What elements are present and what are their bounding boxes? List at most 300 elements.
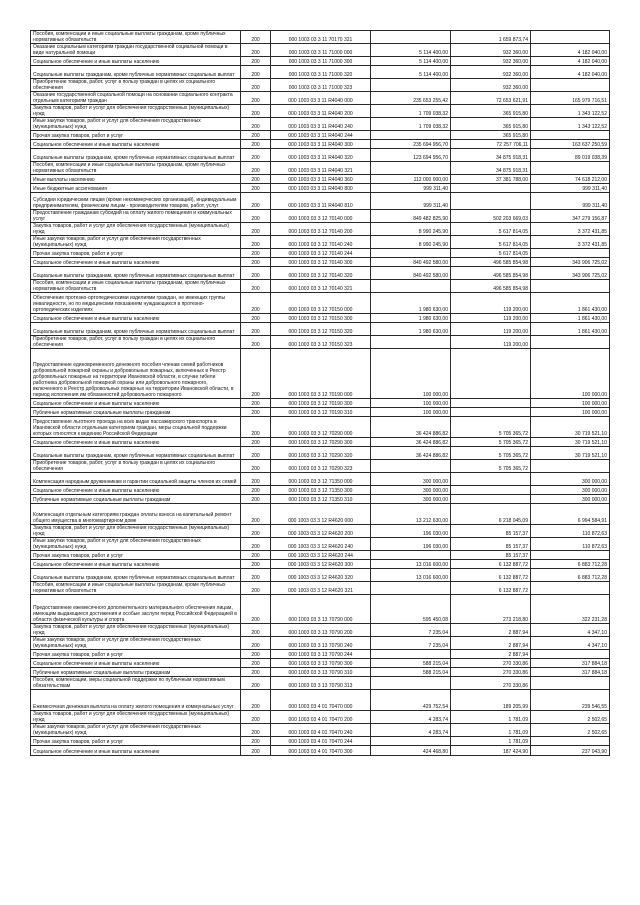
row-line-code: 200 xyxy=(241,447,271,460)
row-approved xyxy=(371,249,451,258)
row-line-code: 200 xyxy=(241,31,271,44)
row-executed: 2 887,94 xyxy=(451,624,531,637)
row-approved: 123 694 956,70 xyxy=(371,149,451,162)
row-remaining: 110 872,63 xyxy=(531,525,610,538)
row-remaining: 2 502,65 xyxy=(531,711,610,724)
row-line-code: 200 xyxy=(241,92,271,105)
table-row xyxy=(31,92,610,105)
row-approved: 8 990 245,90 xyxy=(371,236,451,249)
row-approved: 100 000,00 xyxy=(371,399,451,408)
row-description: Социальное обеспечение и иные выплаты населению xyxy=(31,314,241,323)
row-budget-code: 000 1003 03 3 12 70290 323 xyxy=(271,460,371,473)
row-budget-code: 000 1003 03 4 01 70470 244 xyxy=(271,737,371,746)
row-approved: 36 424 886,82 xyxy=(371,438,451,447)
row-description: Ежемесячная денежная выплата на оплату жилого помещения и коммунальных услуг xyxy=(31,690,241,711)
row-description: Пособия, компенсации и иные социальные выплаты гражданам, кроме публичных нормативных обязательств xyxy=(31,31,241,44)
row-executed xyxy=(451,486,531,495)
table-row xyxy=(31,486,610,495)
row-executed: 119 200,00 xyxy=(451,314,531,323)
row-description: Социальные выплаты гражданам, кроме публичных нормативных социальных выплат xyxy=(31,267,241,280)
row-description: Предоставление единовременного денежного пособия членам семей работников добровольной пожарной охраны и добровольных пожарных, включенных в Реестр добровольных пожарных на территории Ивановской области, в случае гибели работника добровольной пожарной охраны или добровольного пожарного, включенного в Реестр добровольных пожарных на территории Ивановской области, в период исполнения им обязанностей добровольного пожарного xyxy=(31,349,241,399)
row-remaining xyxy=(531,79,610,92)
row-line-code: 200 xyxy=(241,66,271,79)
row-description: Публичные нормативные социальные выплаты гражданам xyxy=(31,408,241,417)
row-executed: 72 653 621,91 xyxy=(451,92,531,105)
row-executed: 496 585 854,98 xyxy=(451,267,531,280)
row-description: Социальное обеспечение и иные выплаты населению xyxy=(31,746,241,756)
row-approved: 100 000,00 xyxy=(371,349,451,399)
row-remaining xyxy=(531,162,610,175)
row-line-code: 200 xyxy=(241,236,271,249)
table-row xyxy=(31,560,610,569)
row-executed: 1 659 873,74 xyxy=(451,31,531,44)
table-row xyxy=(31,314,610,323)
row-line-code: 200 xyxy=(241,184,271,193)
row-description: Социальные выплаты гражданам, кроме публичных нормативных социальных выплат xyxy=(31,149,241,162)
row-line-code: 200 xyxy=(241,650,271,659)
table-row xyxy=(31,595,610,624)
row-budget-code: 000 1003 03 3 11 R4040 320 xyxy=(271,149,371,162)
row-description: Иные закупки товаров, работ и услуг для обеспечения государственных (муниципальных) нужд xyxy=(31,236,241,249)
row-budget-code: 000 1003 03 3 12 71350 300 xyxy=(271,486,371,495)
row-executed: 5 705 365,72 xyxy=(451,460,531,473)
row-approved: 849 482 825,90 xyxy=(371,210,451,223)
row-budget-code: 000 1003 03 3 12 70150 320 xyxy=(271,323,371,336)
row-remaining: 1 343 122,52 xyxy=(531,118,610,131)
row-line-code: 200 xyxy=(241,131,271,140)
table-row xyxy=(31,551,610,560)
row-approved xyxy=(371,551,451,560)
row-line-code: 200 xyxy=(241,314,271,323)
row-approved: 1 980 630,00 xyxy=(371,323,451,336)
row-remaining xyxy=(531,677,610,690)
table-row xyxy=(31,624,610,637)
row-budget-code: 000 1003 03 3 12 70190 300 xyxy=(271,399,371,408)
row-budget-code: 000 1003 03 3 12 70140 240 xyxy=(271,236,371,249)
row-line-code: 200 xyxy=(241,624,271,637)
row-approved: 196 030,00 xyxy=(371,538,451,551)
row-description: Иные закупки товаров, работ и услуг для обеспечения государственных (муниципальных) нужд xyxy=(31,538,241,551)
row-executed: 1 781,09 xyxy=(451,711,531,724)
row-approved xyxy=(371,280,451,293)
table-row xyxy=(31,408,610,417)
row-description: Социальные выплаты гражданам, кроме публичных нормативных социальных выплат xyxy=(31,447,241,460)
row-line-code: 200 xyxy=(241,105,271,118)
row-description: Социальное обеспечение и иные выплаты населению xyxy=(31,486,241,495)
row-description: Социальное обеспечение и иные выплаты населению xyxy=(31,140,241,149)
row-executed: 5 617 814,05 xyxy=(451,249,531,258)
row-executed xyxy=(451,408,531,417)
row-remaining xyxy=(531,249,610,258)
row-remaining: 100 000,00 xyxy=(531,399,610,408)
row-budget-code: 000 1003 03 3 12 70190 310 xyxy=(271,408,371,417)
row-executed: 270 330,86 xyxy=(451,659,531,668)
row-approved xyxy=(371,460,451,473)
row-remaining: 317 884,18 xyxy=(531,659,610,668)
row-budget-code: 000 1003 03 3 13 70790 244 xyxy=(271,650,371,659)
row-executed: 5 705 365,72 xyxy=(451,447,531,460)
row-executed: 1 781,09 xyxy=(451,737,531,746)
row-line-code: 200 xyxy=(241,417,271,438)
row-budget-code: 000 1003 03 3 12 R4620 244 xyxy=(271,551,371,560)
table-row xyxy=(31,140,610,149)
row-remaining: 999 311,40 xyxy=(531,184,610,193)
row-budget-code: 000 1003 03 3 11 R4040 000 xyxy=(271,92,371,105)
row-budget-code: 000 1003 03 3 12 70150 000 xyxy=(271,293,371,314)
row-approved: 8 990 245,90 xyxy=(371,223,451,236)
row-line-code: 200 xyxy=(241,399,271,408)
row-description: Оказание государственной социальной помощи на основании социального контракта отдельным категориям граждан xyxy=(31,92,241,105)
row-remaining: 4 347,10 xyxy=(531,637,610,650)
row-executed: 496 585 854,98 xyxy=(451,258,531,267)
row-approved xyxy=(371,582,451,595)
row-remaining: 317 884,18 xyxy=(531,668,610,677)
row-remaining: 6 994 584,91 xyxy=(531,504,610,525)
row-remaining: 110 872,63 xyxy=(531,538,610,551)
row-approved: 13 016 600,00 xyxy=(371,560,451,569)
row-budget-code: 000 1003 03 3 12 70140 200 xyxy=(271,223,371,236)
row-remaining: 4 182 040,00 xyxy=(531,66,610,79)
row-remaining: 1 861 430,00 xyxy=(531,323,610,336)
row-approved: 595 450,08 xyxy=(371,595,451,624)
table-row xyxy=(31,31,610,44)
row-remaining: 3 372 431,85 xyxy=(531,223,610,236)
row-budget-code: 000 1003 03 4 01 70470 200 xyxy=(271,711,371,724)
row-approved: 4 283,74 xyxy=(371,711,451,724)
row-approved: 840 492 580,00 xyxy=(371,267,451,280)
row-budget-code: 000 1003 03 3 13 70790 240 xyxy=(271,637,371,650)
row-line-code: 200 xyxy=(241,711,271,724)
row-description: Закупка товаров, работ и услуг для обеспечения государственных (муниципальных) нужд xyxy=(31,223,241,236)
row-budget-code: 000 1003 03 3 12 70150 323 xyxy=(271,336,371,349)
row-approved: 235 694 956,70 xyxy=(371,140,451,149)
row-executed: 119 200,00 xyxy=(451,323,531,336)
row-executed: 502 203 669,03 xyxy=(451,210,531,223)
row-budget-code: 000 1003 03 3 13 70790 310 xyxy=(271,668,371,677)
row-line-code: 200 xyxy=(241,193,271,210)
row-executed: 1 781,09 xyxy=(451,724,531,737)
row-line-code: 200 xyxy=(241,438,271,447)
row-line-code: 200 xyxy=(241,525,271,538)
row-description: Социальное обеспечение и иные выплаты населению xyxy=(31,258,241,267)
row-executed: 187 424,90 xyxy=(451,746,531,756)
row-line-code: 200 xyxy=(241,659,271,668)
row-budget-code: 000 1003 03 3 11 R4040 200 xyxy=(271,105,371,118)
row-approved xyxy=(371,650,451,659)
row-approved: 1 980 630,00 xyxy=(371,314,451,323)
row-remaining: 89 019 038,39 xyxy=(531,149,610,162)
row-executed: 6 218 045,09 xyxy=(451,504,531,525)
row-executed: 932 360,00 xyxy=(451,57,531,66)
row-remaining: 30 719 521,10 xyxy=(531,447,610,460)
row-budget-code: 000 1003 03 3 11 R4040 800 xyxy=(271,184,371,193)
row-description: Оказание социальным категориям граждан государственной социальной помощи в виде натуральной помощи xyxy=(31,44,241,57)
row-remaining: 322 231,28 xyxy=(531,595,610,624)
row-budget-code: 000 1003 03 3 12 70140 244 xyxy=(271,249,371,258)
row-description: Субсидии юридическим лицам (кроме некоммерческих организаций), индивидуальным предпринимателям, физическим лицам - производителям товаров, работ, услуг xyxy=(31,193,241,210)
row-remaining: 6 883 712,28 xyxy=(531,569,610,582)
row-executed xyxy=(451,399,531,408)
table-row xyxy=(31,538,610,551)
table-row xyxy=(31,569,610,582)
row-executed: 34 875 918,31 xyxy=(451,162,531,175)
row-description: Социальное обеспечение и иные выплаты населению xyxy=(31,659,241,668)
row-description: Социальные выплаты гражданам, кроме публичных нормативных социальных выплат xyxy=(31,66,241,79)
row-approved: 300 000,00 xyxy=(371,486,451,495)
row-remaining: 163 637 250,59 xyxy=(531,140,610,149)
row-description: Приобретение товаров, работ, услуг в пользу граждан в целях их социального обеспечения xyxy=(31,460,241,473)
row-line-code: 200 xyxy=(241,538,271,551)
row-budget-code: 000 1003 03 4 01 70470 000 xyxy=(271,690,371,711)
row-approved: 5 114 400,00 xyxy=(371,57,451,66)
row-budget-code: 000 1003 03 3 12 R4620 000 xyxy=(271,504,371,525)
table-row xyxy=(31,473,610,486)
row-approved xyxy=(371,131,451,140)
row-line-code: 200 xyxy=(241,79,271,92)
row-executed: 34 875 918,31 xyxy=(451,149,531,162)
row-remaining: 347 279 156,87 xyxy=(531,210,610,223)
table-row xyxy=(31,149,610,162)
row-remaining: 165 979 716,51 xyxy=(531,92,610,105)
table-row xyxy=(31,582,610,595)
row-budget-code: 000 1003 03 3 11 R4040 810 xyxy=(271,193,371,210)
row-description: Пособия, компенсации, меры социальной поддержки по публичным нормативным обязательствам xyxy=(31,677,241,690)
row-remaining: 343 906 725,02 xyxy=(531,258,610,267)
row-line-code: 200 xyxy=(241,162,271,175)
row-approved: 100 000,00 xyxy=(371,408,451,417)
row-executed xyxy=(451,184,531,193)
row-executed: 365 915,80 xyxy=(451,131,531,140)
row-approved xyxy=(371,162,451,175)
table-row xyxy=(31,690,610,711)
row-executed: 85 157,37 xyxy=(451,525,531,538)
row-line-code: 200 xyxy=(241,560,271,569)
row-budget-code: 000 1003 03 3 11 R4040 244 xyxy=(271,131,371,140)
table-row xyxy=(31,293,610,314)
row-budget-code: 000 1003 03 3 12 70140 321 xyxy=(271,280,371,293)
row-budget-code: 000 1003 03 3 12 R4620 300 xyxy=(271,560,371,569)
row-approved: 13 016 600,00 xyxy=(371,569,451,582)
row-executed: 2 887,94 xyxy=(451,650,531,659)
table-row xyxy=(31,223,610,236)
row-line-code: 200 xyxy=(241,408,271,417)
row-line-code: 200 xyxy=(241,473,271,486)
row-budget-code: 000 1003 03 3 12 70140 000 xyxy=(271,210,371,223)
row-description: Иные закупки товаров, работ и услуг для обеспечения государственных (муниципальных) нужд xyxy=(31,118,241,131)
table-row xyxy=(31,637,610,650)
row-executed: 85 157,37 xyxy=(451,551,531,560)
row-approved: 999 311,40 xyxy=(371,184,451,193)
row-executed: 5 617 814,05 xyxy=(451,223,531,236)
row-budget-code: 000 1003 03 4 01 70470 240 xyxy=(271,724,371,737)
row-description: Обеспечение протезно-ортопедическими изделиями граждан, не имеющих группы инвалидности, но по медицинским показаниям нуждающихся в протезно-ортопедических изделиях xyxy=(31,293,241,314)
row-description: Прочая закупка товаров, работ и услуг xyxy=(31,737,241,746)
row-description: Закупка товаров, работ и услуг для обеспечения государственных (муниципальных) нужд xyxy=(31,105,241,118)
row-remaining xyxy=(531,336,610,349)
table-row xyxy=(31,118,610,131)
row-remaining xyxy=(531,582,610,595)
row-description: Пособия, компенсации и иные социальные выплаты гражданам, кроме публичных нормативных обязательств xyxy=(31,280,241,293)
row-approved: 5 114 400,00 xyxy=(371,44,451,57)
budget-report-table xyxy=(30,30,610,756)
row-line-code: 200 xyxy=(241,677,271,690)
row-description: Прочая закупка товаров, работ и услуг xyxy=(31,650,241,659)
row-description: Публичные нормативные социальные выплаты гражданам xyxy=(31,668,241,677)
row-approved: 112 000 000,00 xyxy=(371,175,451,184)
table-row xyxy=(31,131,610,140)
row-approved: 7 235,04 xyxy=(371,637,451,650)
row-approved: 36 424 886,82 xyxy=(371,417,451,438)
row-budget-code: 000 1003 03 4 01 70470 300 xyxy=(271,746,371,756)
row-executed: 5 617 814,05 xyxy=(451,236,531,249)
row-executed: 496 585 854,98 xyxy=(451,280,531,293)
row-description: Приобретение товаров, работ, услуг в пользу граждан в целях их социального обеспечения xyxy=(31,336,241,349)
row-budget-code: 000 1003 03 3 12 R4620 321 xyxy=(271,582,371,595)
row-budget-code: 000 1003 03 3 11 R4040 360 xyxy=(271,175,371,184)
table-row xyxy=(31,249,610,258)
row-approved: 300 000,00 xyxy=(371,495,451,504)
row-remaining xyxy=(531,31,610,44)
row-description: Предоставление льготного проезда на всех видах пассажирского транспорта в Ивановской области отдельным категориям граждан, меры социальной поддержки которых относятся к ведению Российской Федерации xyxy=(31,417,241,438)
row-approved xyxy=(371,31,451,44)
row-executed: 119 200,00 xyxy=(451,293,531,314)
row-budget-code: 000 1003 03 3 11 70170 321 xyxy=(271,31,371,44)
row-description: Предоставление ежемесячного дополнительного материального обеспечения лицам, имеющим выдающиеся достижения и особые заслуги перед Российской Федерацией в области физической культуры и спорта xyxy=(31,595,241,624)
row-description: Социальное обеспечение и иные выплаты населению xyxy=(31,399,241,408)
row-line-code: 200 xyxy=(241,737,271,746)
row-line-code: 200 xyxy=(241,140,271,149)
row-description: Компенсация народным дружинникам и гарантии социальной защиты членов их семей xyxy=(31,473,241,486)
table-row xyxy=(31,267,610,280)
row-line-code: 200 xyxy=(241,258,271,267)
row-executed: 932 360,00 xyxy=(451,66,531,79)
row-remaining: 3 372 431,85 xyxy=(531,236,610,249)
row-executed: 365 915,80 xyxy=(451,105,531,118)
row-line-code: 200 xyxy=(241,746,271,756)
row-remaining: 300 000,00 xyxy=(531,473,610,486)
row-remaining: 300 000,00 xyxy=(531,486,610,495)
row-approved: 588 215,04 xyxy=(371,659,451,668)
row-description: Иные закупки товаров, работ и услуг для обеспечения государственных (муниципальных) нужд xyxy=(31,724,241,737)
row-approved: 300 000,00 xyxy=(371,473,451,486)
row-remaining: 100 000,00 xyxy=(531,349,610,399)
row-remaining: 1 343 122,52 xyxy=(531,105,610,118)
table-row xyxy=(31,66,610,79)
row-approved xyxy=(371,79,451,92)
row-description: Компенсация отдельным категориям граждан оплаты взноса на капитальный ремонт общего имущества в многоквартирном доме xyxy=(31,504,241,525)
row-budget-code: 000 1003 03 3 12 R4620 200 xyxy=(271,525,371,538)
row-line-code: 200 xyxy=(241,149,271,162)
table-row xyxy=(31,746,610,756)
row-remaining xyxy=(531,460,610,473)
row-budget-code: 000 1003 03 3 13 70790 313 xyxy=(271,677,371,690)
table-row xyxy=(31,438,610,447)
row-executed: 5 705 365,72 xyxy=(451,417,531,438)
row-remaining xyxy=(531,551,610,560)
row-approved: 999 311,40 xyxy=(371,193,451,210)
row-executed xyxy=(451,495,531,504)
row-budget-code: 000 1003 03 3 11 R4040 240 xyxy=(271,118,371,131)
row-line-code: 200 xyxy=(241,223,271,236)
row-executed: 189 205,99 xyxy=(451,690,531,711)
row-remaining: 100 000,00 xyxy=(531,408,610,417)
row-description: Иные выплаты населению xyxy=(31,175,241,184)
table-row xyxy=(31,280,610,293)
table-row xyxy=(31,495,610,504)
row-line-code: 200 xyxy=(241,57,271,66)
table-row xyxy=(31,44,610,57)
row-approved: 235 653 255,42 xyxy=(371,92,451,105)
row-line-code: 200 xyxy=(241,249,271,258)
table-row xyxy=(31,737,610,746)
table-row xyxy=(31,323,610,336)
row-budget-code: 000 1003 03 3 13 70790 200 xyxy=(271,624,371,637)
row-budget-code: 000 1003 03 3 12 70190 000 xyxy=(271,349,371,399)
row-line-code: 200 xyxy=(241,595,271,624)
row-executed: 37 381 788,00 xyxy=(451,175,531,184)
row-executed xyxy=(451,473,531,486)
table-row xyxy=(31,711,610,724)
row-description: Приобретение товаров, работ, услуг в пользу граждан в целях их социального обеспечения xyxy=(31,79,241,92)
row-budget-code: 000 1003 03 3 12 70140 300 xyxy=(271,258,371,267)
row-budget-code: 000 1003 03 3 11 71000 300 xyxy=(271,57,371,66)
row-approved: 4 283,74 xyxy=(371,724,451,737)
row-remaining: 30 719 521,10 xyxy=(531,438,610,447)
row-executed: 270 330,86 xyxy=(451,668,531,677)
row-description: Иные закупки товаров, работ и услуг для обеспечения государственных (муниципальных) нужд xyxy=(31,637,241,650)
row-remaining: 239 546,55 xyxy=(531,690,610,711)
row-remaining: 4 182 040,00 xyxy=(531,44,610,57)
table-row xyxy=(31,460,610,473)
row-budget-code: 000 1003 03 3 12 71350 000 xyxy=(271,473,371,486)
table-row xyxy=(31,417,610,438)
row-remaining: 30 719 521,10 xyxy=(531,417,610,438)
row-line-code: 200 xyxy=(241,495,271,504)
row-budget-code: 000 1003 03 3 12 71350 310 xyxy=(271,495,371,504)
table-row xyxy=(31,162,610,175)
table-row xyxy=(31,349,610,399)
row-line-code: 200 xyxy=(241,551,271,560)
row-executed: 932 360,00 xyxy=(451,44,531,57)
row-description: Прочая закупка товаров, работ и услуг xyxy=(31,249,241,258)
table-row xyxy=(31,504,610,525)
row-approved xyxy=(371,737,451,746)
row-description: Социальное обеспечение и иные выплаты населению xyxy=(31,560,241,569)
row-description: Иные бюджетные ассигнования xyxy=(31,184,241,193)
row-remaining: 4 182 040,00 xyxy=(531,57,610,66)
row-remaining: 4 347,10 xyxy=(531,624,610,637)
row-budget-code: 000 1003 03 3 11 71000 323 xyxy=(271,79,371,92)
row-line-code: 200 xyxy=(241,460,271,473)
row-budget-code: 000 1003 03 3 11 71000 000 xyxy=(271,44,371,57)
table-row xyxy=(31,336,610,349)
table-row xyxy=(31,57,610,66)
table-row xyxy=(31,184,610,193)
table-row xyxy=(31,447,610,460)
row-line-code: 200 xyxy=(241,569,271,582)
row-budget-code: 000 1003 03 3 13 70790 000 xyxy=(271,595,371,624)
row-budget-code: 000 1003 03 3 11 R4040 300 xyxy=(271,140,371,149)
row-approved: 1 709 038,32 xyxy=(371,105,451,118)
row-description: Прочая закупка товаров, работ и услуг xyxy=(31,131,241,140)
row-description: Социальные выплаты гражданам, кроме публичных нормативных социальных выплат xyxy=(31,569,241,582)
row-line-code: 200 xyxy=(241,267,271,280)
row-executed: 119 200,00 xyxy=(451,336,531,349)
row-approved: 424 468,80 xyxy=(371,746,451,756)
row-executed: 6 132 887,72 xyxy=(451,569,531,582)
row-approved: 1 980 630,00 xyxy=(371,293,451,314)
row-budget-code: 000 1003 03 3 13 70790 300 xyxy=(271,659,371,668)
